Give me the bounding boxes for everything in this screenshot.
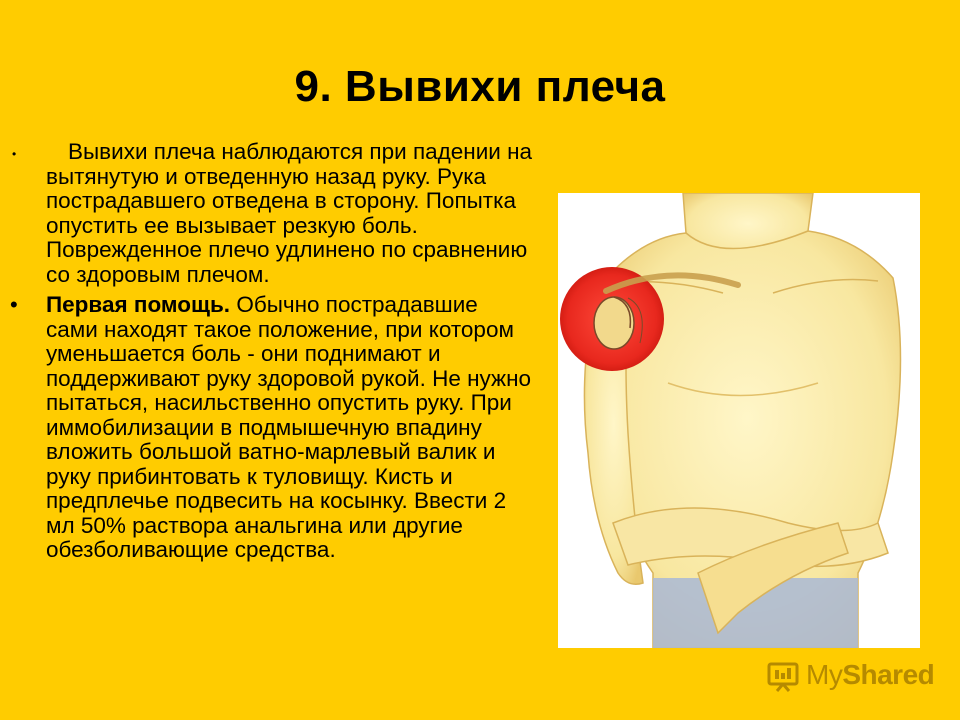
bullet-text: Вывихи плеча наблюдаются при падении на вытянутую и отведенную назад руку. Рука пострадавшего отведена в сторону. Попытка опустить ее вызывает резкую боль. Поврежденное плечо удлинено по сравнению со здоровым плечом. bbox=[46, 139, 533, 287]
bullet-marker: • bbox=[10, 292, 18, 317]
page-title: 9. Вывихи плеча bbox=[294, 62, 666, 111]
shoulder-illustration bbox=[558, 193, 920, 648]
bullet-list bbox=[10, 140, 535, 563]
torso-drawing bbox=[558, 193, 920, 648]
watermark-text bbox=[806, 659, 934, 691]
bullet-item-dislocation bbox=[10, 140, 535, 287]
mushared-presentation-icon bbox=[766, 658, 800, 692]
bullet-item-first-aid bbox=[10, 293, 535, 563]
bullet-text: Обычно пострадавшие сами находят такое положение, при котором уменьшается боль - они поднимают и поддерживают руку здоровой рукой. Не нужно пытаться, насильственно опустить руку. При иммобилизации в подмышечную впадину вложить большой ватно-марлевый валик и руку прибинтовать к туловищу. Кисть и предплечье подвесить на косынку. Ввести 2 мл 50% раствора анальгина или другие обезболивающие средства. bbox=[46, 292, 532, 562]
watermark bbox=[766, 655, 934, 695]
watermark-my: My bbox=[806, 659, 843, 690]
bullet-marker: • bbox=[12, 147, 17, 161]
watermark-shared: Shared bbox=[842, 659, 935, 690]
first-aid-heading: Первая помощь. bbox=[46, 292, 231, 317]
